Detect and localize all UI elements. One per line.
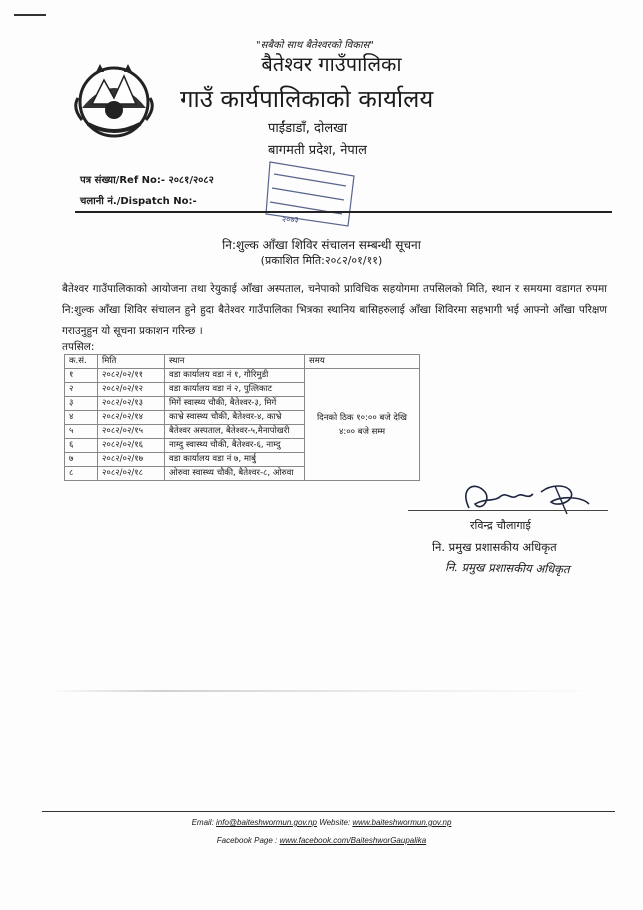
org-slogan: "सबैको साथ बैतेश्वरको विकास" — [256, 40, 374, 51]
website-link[interactable]: www.baiteshwormun.gov.np — [352, 818, 452, 827]
cell-date: २०८२/०२/१३ — [98, 397, 165, 411]
notice-title: नि:शुल्क आँखा शिविर संचालन सम्बन्धी सूचना — [222, 238, 421, 252]
cell-serial: २ — [65, 383, 98, 397]
footer-facebook — [0, 836, 643, 845]
cell-location: वडा कार्यालय वडा नं ७, मार्बु — [165, 453, 305, 467]
cell-date: २०८२/०२/१५ — [98, 425, 165, 439]
email-link[interactable]: info@baiteshwormun.gov.np — [216, 818, 317, 827]
handwritten-signature — [455, 478, 595, 520]
scan-corner-mark — [14, 14, 46, 16]
table-header-row — [65, 355, 420, 369]
signatory-name: रविन्द्र चौलागाई — [470, 519, 531, 532]
notice-body: बैतेश्वर गाउँपालिकाको आयोजना तथा रेयुकाई आँखा अस्पताल, चनेपाको प्राविधिक सहयोगमा तपसिलको मिति, स्थान र समयमा वडागत रुपमा नि:शुल्क आँखा शिविर संचालन हुने हुदा बैतेश्वर गाउँपालिका भित्रका स्थानिय बासिहरुलाई आँखा शिविरमा सहभागी भई आफ्नो आँखा परिक्षण गराउनुहुन यो सूचना प्रकाशन गरिन्छ । — [62, 283, 607, 337]
cell-serial: ८ — [65, 467, 98, 481]
office-name: गाउँ कार्यपालिकाको कार्यालय — [180, 85, 434, 113]
table-row — [65, 369, 420, 383]
svg-text:२०७३: २०७३ — [282, 215, 299, 224]
cell-location: वडा कार्यालय वडा नं १, गौरिमुडी — [165, 369, 305, 383]
cell-date: २०८२/०२/११ — [98, 369, 165, 383]
website-label: Website: — [319, 818, 351, 827]
footer-divider — [42, 811, 615, 812]
office-province: बागमती प्रदेश, नेपाल — [268, 143, 367, 158]
office-address: पाईंडाडाँ, दोलखा — [268, 121, 348, 136]
cell-serial: ७ — [65, 453, 98, 467]
cell-location: काभ्रे स्वास्थ्य चौकी, बैतेश्वर-४, काभ्रे — [165, 411, 305, 425]
cell-serial: १ — [65, 369, 98, 383]
cell-serial: ६ — [65, 439, 98, 453]
cell-serial: ३ — [65, 397, 98, 411]
signature-line — [408, 510, 608, 511]
details-label: तपसिल: — [62, 341, 95, 353]
header-time: समय — [305, 355, 420, 369]
header-location: स्थान — [165, 355, 305, 369]
signatory-title: नि. प्रमुख प्रशासकीय अधिकृत — [432, 540, 557, 554]
header-serial: क.सं. — [65, 355, 98, 369]
cell-serial: ५ — [65, 425, 98, 439]
cell-date: २०८२/०२/१७ — [98, 453, 165, 467]
reference-number: पत्र संख्या/Ref No:- २०८१/२०८२ — [80, 175, 214, 186]
cell-time: दिनको ठिक १०:०० बजे देखि ४:०० बजे सम्म — [305, 369, 420, 481]
cell-location: बैतेश्वर अस्पताल, बैतेश्वर-५,मैनापोखरी — [165, 425, 305, 439]
cell-location: ओरुवा स्वास्थ्य चौकी, बैतेश्वर-८, ओरुवा — [165, 467, 305, 481]
notice-published-date: (प्रकाशित मिति:२०८२/०१/११) — [260, 254, 383, 267]
dispatch-number: चलानी नं./Dispatch No:- — [80, 196, 197, 207]
email-label: Email: — [191, 818, 214, 827]
header-divider — [75, 211, 612, 213]
signatory-title-handwritten: नि. प्रमुख प्रशासकीय अधिकृत — [444, 559, 570, 577]
cell-serial: ४ — [65, 411, 98, 425]
cell-date: २०८२/०२/१६ — [98, 439, 165, 453]
scan-artifact — [48, 690, 608, 692]
footer-contact — [0, 818, 643, 827]
camp-schedule-table — [64, 354, 420, 481]
office-stamp-seal — [262, 152, 362, 232]
facebook-label: Facebook Page : — [216, 836, 278, 845]
cell-date: २०८२/०२/१८ — [98, 467, 165, 481]
facebook-link[interactable]: www.facebook.com/BaiteshworGaupalika — [279, 836, 427, 845]
org-name: बैतेश्वर गाउँपालिका — [261, 52, 402, 76]
cell-date: २०८२/०२/१४ — [98, 411, 165, 425]
header-date: मिति — [98, 355, 165, 369]
cell-location: मिगें स्वास्थ्य चौकी, बैतेश्वर-३, मिगें — [165, 397, 305, 411]
cell-date: २०८२/०२/१२ — [98, 383, 165, 397]
cell-location: वडा कार्यालय वडा नं २, पुत्लिकाट — [165, 383, 305, 397]
cell-location: नाम्दु स्वास्थ्य चौकी, बैतेश्वर-६, नाम्दु — [165, 439, 305, 453]
